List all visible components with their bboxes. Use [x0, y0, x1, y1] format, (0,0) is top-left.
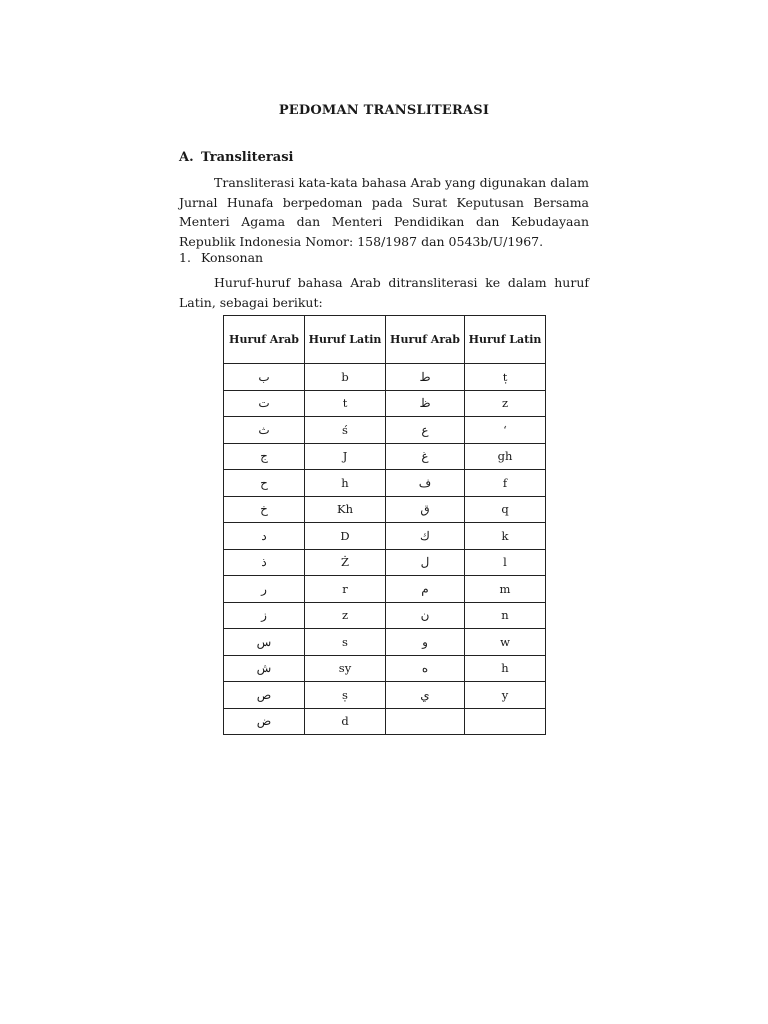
cell-huruf-arab: ح	[224, 470, 305, 497]
cell-huruf-arab-2: ل	[386, 549, 465, 576]
table-row	[224, 417, 546, 444]
cell-huruf-arab-2: ق	[386, 496, 465, 523]
cell-huruf-arab-2: ظ	[386, 390, 465, 417]
table-row	[224, 390, 546, 417]
table-row	[224, 443, 546, 470]
section-heading-text: Transliterasi	[201, 150, 294, 165]
cell-huruf-latin: Kh	[305, 496, 386, 523]
cell-huruf-latin-2	[465, 708, 546, 735]
table-row	[224, 602, 546, 629]
cell-huruf-latin-2: y	[465, 682, 546, 709]
cell-huruf-latin-2: z	[465, 390, 546, 417]
cell-huruf-arab-2: ف	[386, 470, 465, 497]
cell-huruf-arab: ث	[224, 417, 305, 444]
cell-huruf-latin-2: m	[465, 576, 546, 603]
table-row	[224, 470, 546, 497]
section-number: A.	[179, 150, 194, 165]
table-row	[224, 682, 546, 709]
cell-huruf-latin-2: ṭ	[465, 364, 546, 391]
paragraph-konsonan: Huruf-huruf bahasa Arab ditransliterasi ke dalam huruf Latin, sebagai berikut:	[179, 275, 589, 310]
subsection-heading-text: Konsonan	[201, 250, 264, 265]
table-header-row	[224, 316, 546, 364]
cell-huruf-latin: s	[305, 629, 386, 656]
table-row	[224, 549, 546, 576]
cell-huruf-latin: d	[305, 708, 386, 735]
cell-huruf-arab-2: ه	[386, 655, 465, 682]
page-title: PEDOMAN TRANSLITERASI	[278, 103, 490, 118]
cell-huruf-arab: ت	[224, 390, 305, 417]
header-huruf-latin: Huruf Latin	[305, 316, 386, 364]
cell-huruf-latin: ś	[305, 417, 386, 444]
cell-huruf-latin: z	[305, 602, 386, 629]
cell-huruf-latin-2: h	[465, 655, 546, 682]
table-row	[224, 523, 546, 550]
subsection-number: 1.	[179, 250, 191, 265]
cell-huruf-arab-2: ن	[386, 602, 465, 629]
table-row	[224, 629, 546, 656]
table-row	[224, 364, 546, 391]
table-body	[224, 364, 546, 735]
cell-huruf-latin: b	[305, 364, 386, 391]
cell-huruf-latin: r	[305, 576, 386, 603]
cell-huruf-latin: Ż	[305, 549, 386, 576]
cell-huruf-latin-2: f	[465, 470, 546, 497]
cell-huruf-latin-2: ʻ	[465, 417, 546, 444]
section-heading	[179, 150, 293, 165]
cell-huruf-latin: h	[305, 470, 386, 497]
cell-huruf-arab-2: ع	[386, 417, 465, 444]
cell-huruf-arab-2: ط	[386, 364, 465, 391]
header-huruf-latin-2: Huruf Latin	[465, 316, 546, 364]
cell-huruf-arab: ذ	[224, 549, 305, 576]
cell-huruf-latin-2: k	[465, 523, 546, 550]
cell-huruf-arab-2: ي	[386, 682, 465, 709]
cell-huruf-arab: ر	[224, 576, 305, 603]
header-huruf-arab-2: Huruf Arab	[386, 316, 465, 364]
cell-huruf-arab: ش	[224, 655, 305, 682]
subsection-heading	[179, 250, 263, 265]
cell-huruf-arab: خ	[224, 496, 305, 523]
cell-huruf-arab: ص	[224, 682, 305, 709]
cell-huruf-arab: ج	[224, 443, 305, 470]
cell-huruf-arab: س	[224, 629, 305, 656]
cell-huruf-latin: D	[305, 523, 386, 550]
cell-huruf-arab: د	[224, 523, 305, 550]
cell-huruf-arab-2: و	[386, 629, 465, 656]
cell-huruf-arab-2	[386, 708, 465, 735]
cell-huruf-latin: J	[305, 443, 386, 470]
cell-huruf-latin: sy	[305, 655, 386, 682]
cell-huruf-latin-2: w	[465, 629, 546, 656]
table-row	[224, 496, 546, 523]
cell-huruf-arab: ض	[224, 708, 305, 735]
cell-huruf-latin-2: n	[465, 602, 546, 629]
paragraph-transliterasi: Transliterasi kata-kata bahasa Arab yang digunakan dalam Jurnal Hunafa berpedoman pada Surat Keputusan Bersama Menteri Agama dan Menteri Pendidikan dan Kebudayaan Republik Indonesia Nomor: 158/1987 dan 0543b/U/1967.	[179, 175, 589, 249]
header-huruf-arab: Huruf Arab	[224, 316, 305, 364]
cell-huruf-arab: ب	[224, 364, 305, 391]
konsonan-table	[223, 315, 546, 735]
cell-huruf-arab: ز	[224, 602, 305, 629]
cell-huruf-latin-2: q	[465, 496, 546, 523]
cell-huruf-latin-2: gh	[465, 443, 546, 470]
cell-huruf-latin: ṣ	[305, 682, 386, 709]
cell-huruf-latin-2: l	[465, 549, 546, 576]
cell-huruf-latin: t	[305, 390, 386, 417]
cell-huruf-arab-2: م	[386, 576, 465, 603]
cell-huruf-arab-2: ك	[386, 523, 465, 550]
table-row	[224, 655, 546, 682]
table-row	[224, 576, 546, 603]
cell-huruf-arab-2: غ	[386, 443, 465, 470]
table-row	[224, 708, 546, 735]
